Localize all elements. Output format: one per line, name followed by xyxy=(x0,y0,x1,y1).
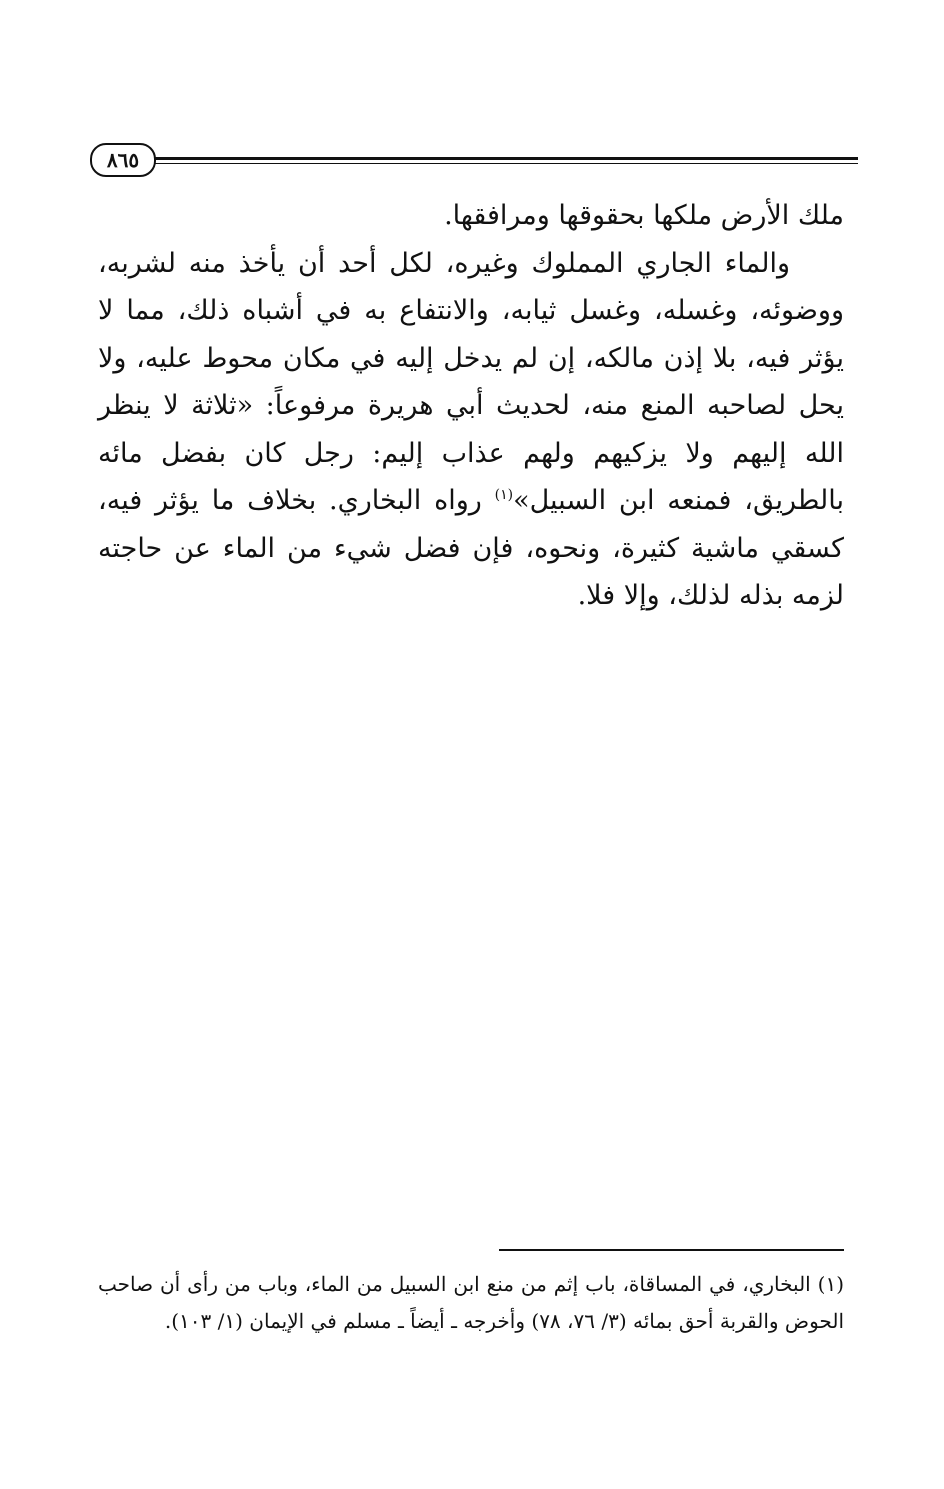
paragraph-2-text: والماء الجاري المملوك وغيره، لكل أحد أن يأخذ منه لشربه، ووضوئه، وغسله، وغسل ثيابه، والانتفاع به في أشباه ذلك، مما لا يؤثر فيه، بلا إذن مالكه، إن لم يدخل إليه في مكان محوط عليه، ولا يحل لصاحبه المنع منه، لحديث أبي هريرة مرفوعاً: «ثلاثة لا ينظر الله إليهم ولا يزكيهم ولهم عذاب إليم: رجل كان بفضل مائه بالطريق، فمنعه ابن السبيل» xyxy=(98,247,844,516)
header-rule-thin xyxy=(145,163,858,164)
footnote-1: (١) البخاري، في المساقاة، باب إثم من منع ابن السبيل من الماء، وباب من رأى أن صاحب الحوض والقربة أحق بمائه (٣/ ٧٦، ٧٨) وأخرجه ـ أيضاً ـ مسلم في الإيمان (١/ ١٠٣). xyxy=(98,1272,844,1333)
footnote-marker: (١) xyxy=(494,487,514,503)
paragraph-1: ملك الأرض ملكها بحقوقها ومرافقها. xyxy=(444,200,844,231)
page-number: ٨٦٥ xyxy=(90,143,156,177)
paragraph-2 xyxy=(98,240,844,620)
header-rule-thick xyxy=(145,157,858,160)
page-header xyxy=(90,143,858,177)
footnote-separator xyxy=(499,1249,844,1251)
paragraph-2-continuation: رواه البخاري. بخلاف ما يؤثر فيه، كسقي ماشية كثيرة، ونحوه، فإن فضل شيء من الماء عن حاجته لزمه بذله لذلك، وإلا فلا. xyxy=(98,485,844,611)
main-text xyxy=(98,192,844,620)
footnotes xyxy=(98,1266,844,1340)
